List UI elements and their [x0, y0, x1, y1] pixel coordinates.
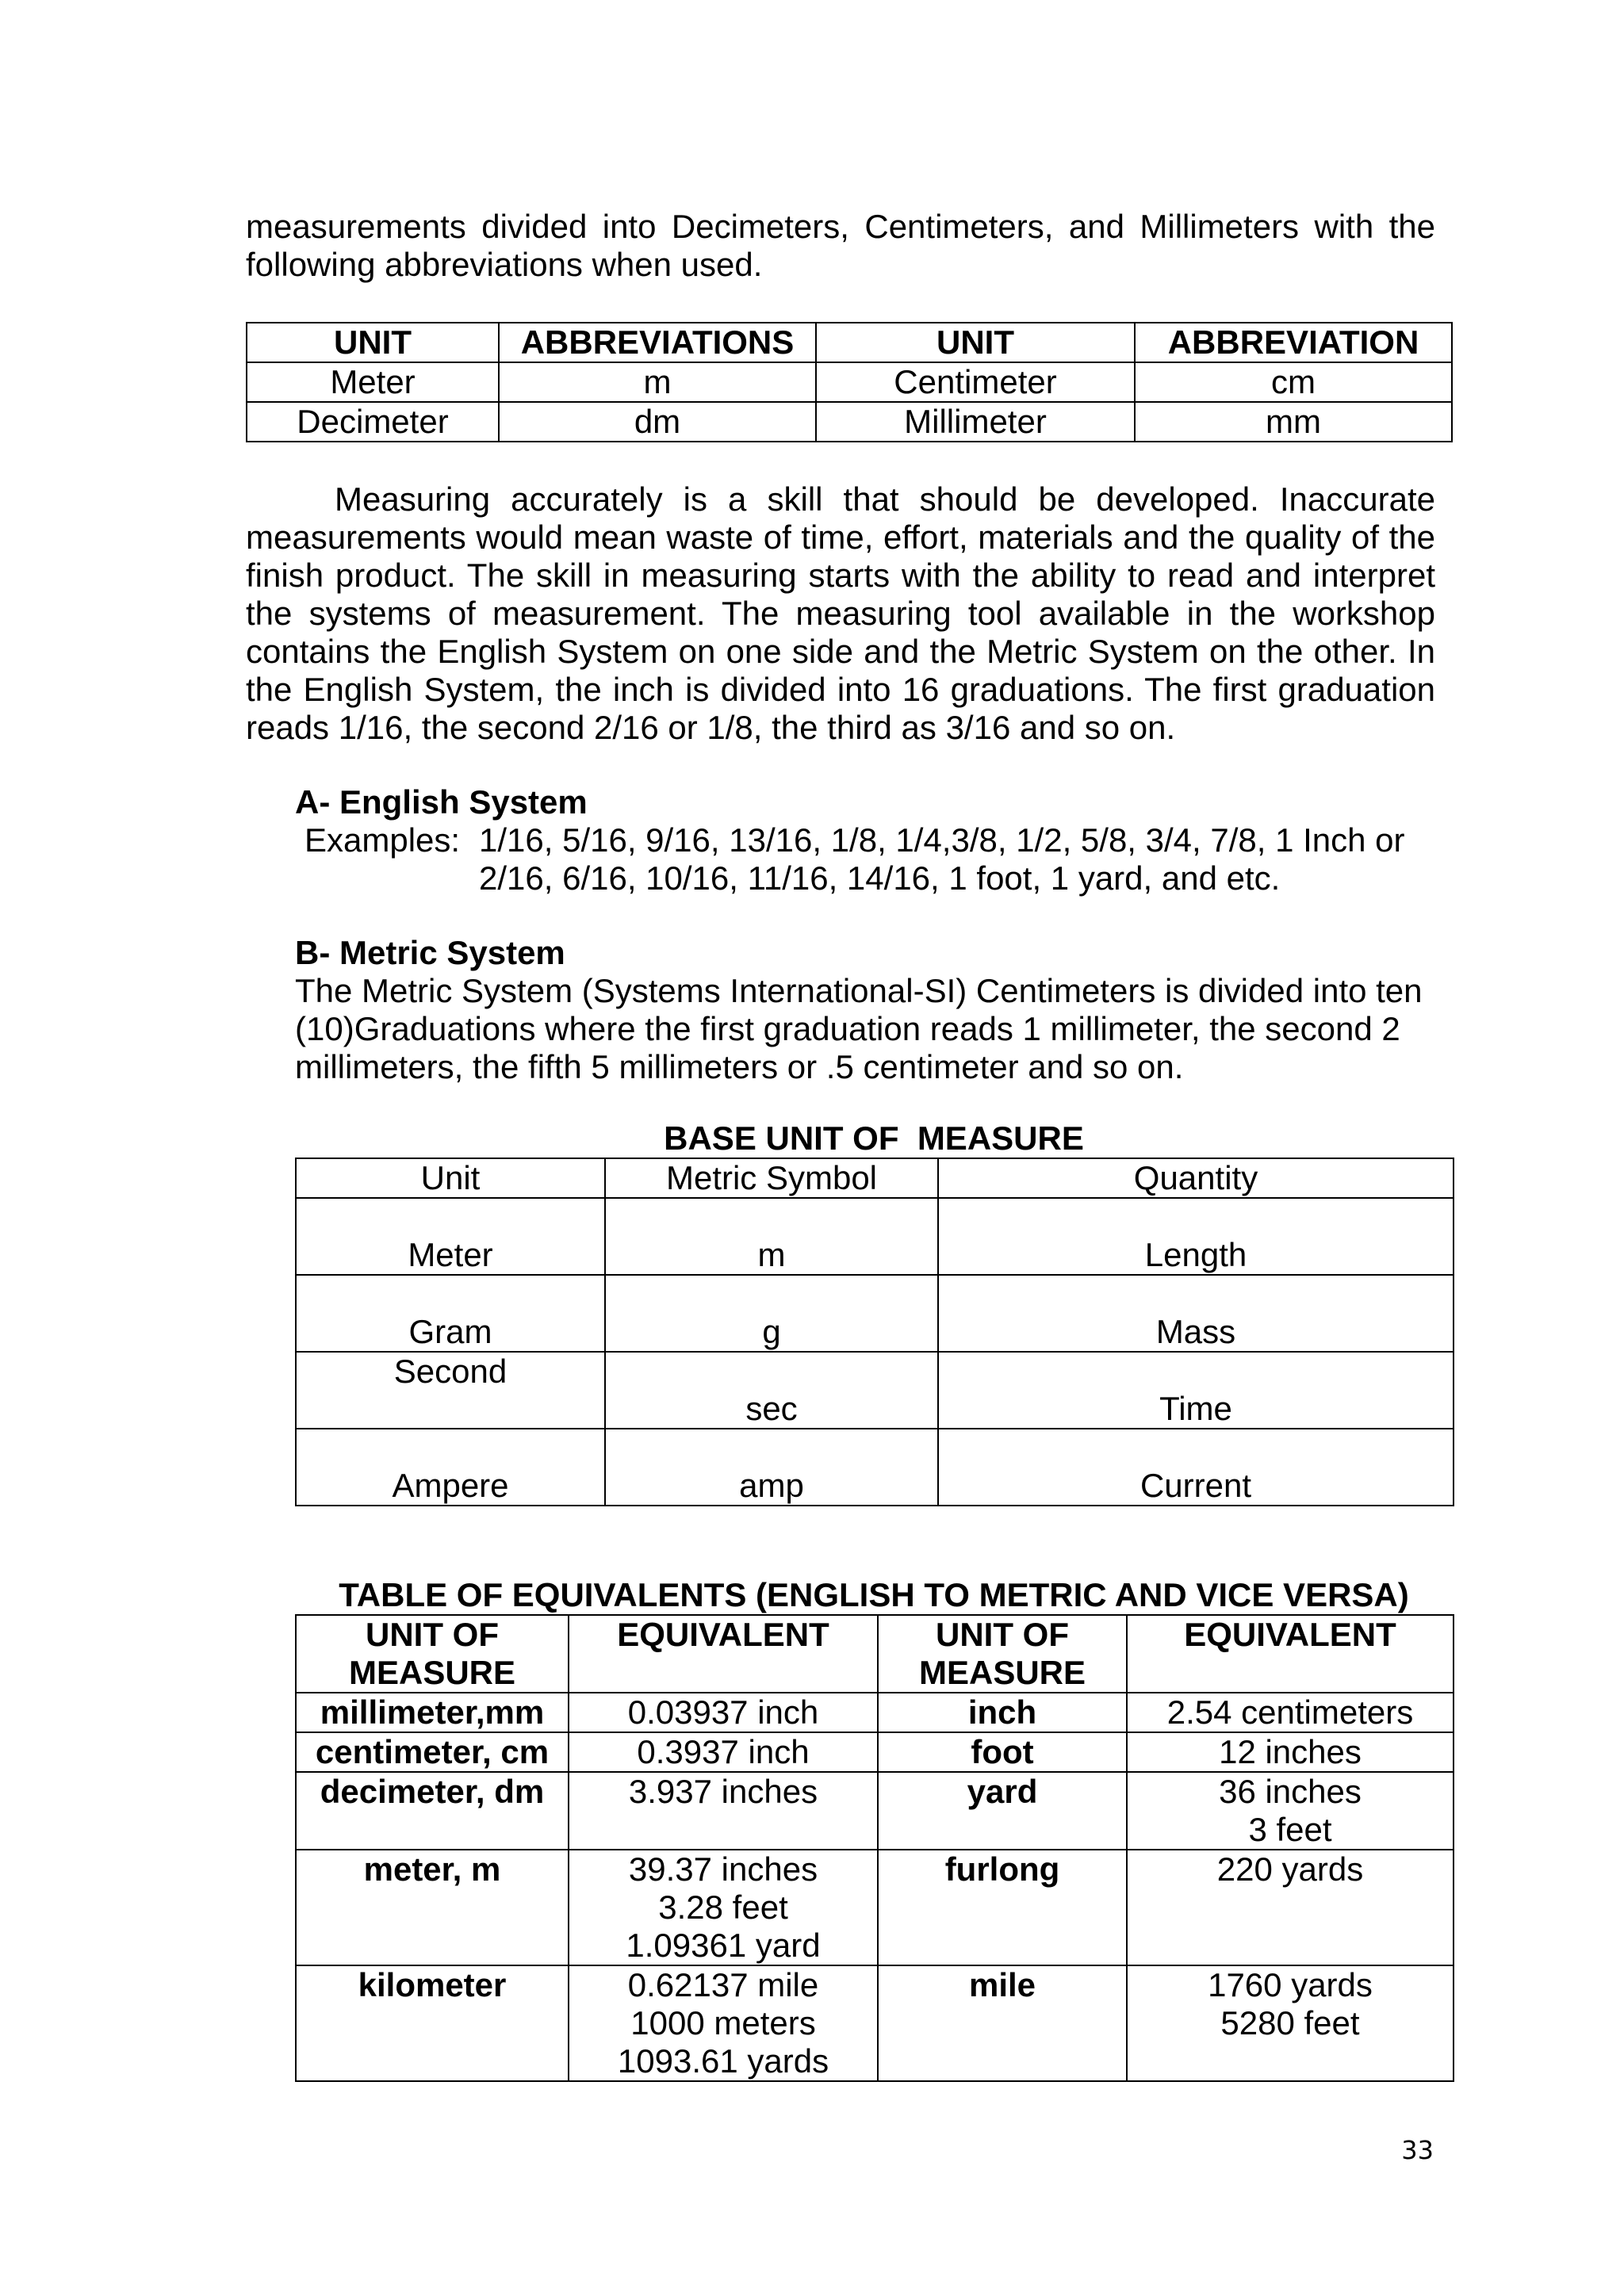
equivalents-table [295, 1614, 1454, 2082]
base-header-quantity: Quantity [938, 1158, 1454, 1198]
measuring-line: contains the English System on one side and the Metric System on the other. In [246, 633, 1435, 670]
abbrev-cell: cm [1135, 362, 1452, 402]
base-cell: sec [605, 1352, 938, 1429]
intro-line-1: measurements divided into Decimeters, Centimeters, and Millimeters with the [246, 208, 1435, 245]
base-header-symbol: Metric Symbol [605, 1158, 938, 1198]
abbrev-cell: dm [499, 402, 816, 442]
abbrev-header-unit-2: UNIT [816, 323, 1135, 362]
table-row [247, 402, 1452, 442]
abbrev-cell: Decimeter [247, 402, 499, 442]
abbrev-cell: Centimeter [816, 362, 1135, 402]
base-cell: Time [938, 1352, 1454, 1429]
base-header-unit: Unit [296, 1158, 605, 1198]
measuring-line: Measuring accurately is a skill that should be developed. Inaccurate [335, 480, 1435, 518]
equiv-value: 39.37 inches 3.28 feet 1.09361 yard [569, 1850, 878, 1965]
base-cell: m [605, 1198, 938, 1275]
abbrev-cell: mm [1135, 402, 1452, 442]
abbrev-header-unit-1: UNIT [247, 323, 499, 362]
metric-system-paragraph [295, 972, 1453, 1086]
metric-line: millimeters, the fifth 5 millimeters or .5 centimeter and so on. [295, 1048, 1184, 1085]
abbrev-cell: Meter [247, 362, 499, 402]
abbrev-cell: Millimeter [816, 402, 1135, 442]
table-row [296, 1275, 1454, 1352]
equiv-value: 36 inches 3 feet [1127, 1772, 1454, 1850]
equiv-unit: centimeter, cm [296, 1732, 569, 1772]
abbrev-cell: m [499, 362, 816, 402]
table-row [296, 1693, 1454, 1732]
equiv-unit: furlong [878, 1850, 1127, 1965]
page-number: 33 [1401, 2135, 1434, 2165]
equiv-value: 12 inches [1127, 1732, 1454, 1772]
equiv-value: 0.62137 mile 1000 meters 1093.61 yards [569, 1965, 878, 2081]
equiv-unit: meter, m [296, 1850, 569, 1965]
base-cell: Meter [296, 1198, 605, 1275]
table-row [296, 1772, 1454, 1850]
equiv-unit: inch [878, 1693, 1127, 1732]
metric-system-heading: B- Metric System [295, 934, 565, 971]
equiv-value: 3.937 inches [569, 1772, 878, 1850]
equivalents-table-title: TABLE OF EQUIVALENTS (ENGLISH TO METRIC AND VICE VERSA) [339, 1576, 1409, 1613]
table-row [247, 362, 1452, 402]
equiv-value: 220 yards [1127, 1850, 1454, 1965]
english-system-heading: A- English System [295, 783, 588, 821]
english-examples-line-1: 1/16, 5/16, 9/16, 13/16, 1/8, 1/4,3/8, 1/2, 5/8, 3/4, 7/8, 1 Inch or [479, 821, 1405, 859]
abbreviation-table [246, 322, 1453, 442]
equiv-unit: mile [878, 1965, 1127, 2081]
english-examples-line-2: 2/16, 6/16, 10/16, 11/16, 14/16, 1 foot, 1 yard, and etc. [479, 859, 1281, 897]
equiv-unit: millimeter,mm [296, 1693, 569, 1732]
equiv-unit: decimeter, dm [296, 1772, 569, 1850]
measuring-line: the systems of measurement. The measuring tool available in the workshop [246, 595, 1435, 632]
base-unit-table [295, 1158, 1454, 1506]
base-cell: Mass [938, 1275, 1454, 1352]
base-cell: Second [296, 1352, 605, 1429]
table-row [296, 1850, 1454, 1965]
equiv-unit: kilometer [296, 1965, 569, 2081]
equiv-value: 0.03937 inch [569, 1693, 878, 1732]
measuring-line: measurements would mean waste of time, effort, materials and the quality of the [246, 519, 1435, 556]
metric-line: The Metric System (Systems International-SI) Centimeters is divided into ten [295, 972, 1423, 1009]
table-row [296, 1198, 1454, 1275]
abbrev-header-abbreviation: ABBREVIATION [1135, 323, 1452, 362]
table-row [296, 1352, 1454, 1429]
base-cell: Ampere [296, 1429, 605, 1506]
base-cell: Gram [296, 1275, 605, 1352]
base-unit-table-title: BASE UNIT OF MEASURE [664, 1119, 1084, 1157]
equiv-unit: yard [878, 1772, 1127, 1850]
equiv-header-equivalent-1: EQUIVALENT [569, 1615, 878, 1693]
equiv-value: 1760 yards 5280 feet [1127, 1965, 1454, 2081]
equiv-value: 0.3937 inch [569, 1732, 878, 1772]
table-row [296, 1429, 1454, 1506]
metric-line: (10)Graduations where the first graduation reads 1 millimeter, the second 2 [295, 1010, 1400, 1047]
equiv-unit: foot [878, 1732, 1127, 1772]
table-row [296, 1965, 1454, 2081]
base-cell: Current [938, 1429, 1454, 1506]
equiv-header-equivalent-2: EQUIVALENT [1127, 1615, 1454, 1693]
measuring-line: finish product. The skill in measuring starts with the ability to read and interpret [246, 557, 1435, 594]
base-cell: Length [938, 1198, 1454, 1275]
base-cell: amp [605, 1429, 938, 1506]
english-examples-label: Examples: [304, 821, 461, 859]
measuring-paragraph [246, 480, 1435, 747]
measuring-line: the English System, the inch is divided into 16 graduations. The first graduation [246, 671, 1435, 708]
measuring-line: reads 1/16, the second 2/16 or 1/8, the third as 3/16 and so on. [246, 709, 1176, 746]
base-cell: g [605, 1275, 938, 1352]
abbrev-header-abbreviations: ABBREVIATIONS [499, 323, 816, 362]
equiv-value: 2.54 centimeters [1127, 1693, 1454, 1732]
equiv-header-unit-2: UNIT OF MEASURE [878, 1615, 1127, 1693]
intro-paragraph [246, 208, 1435, 284]
table-row [296, 1732, 1454, 1772]
equiv-header-unit-1: UNIT OF MEASURE [296, 1615, 569, 1693]
intro-line-2: following abbreviations when used. [246, 246, 763, 283]
